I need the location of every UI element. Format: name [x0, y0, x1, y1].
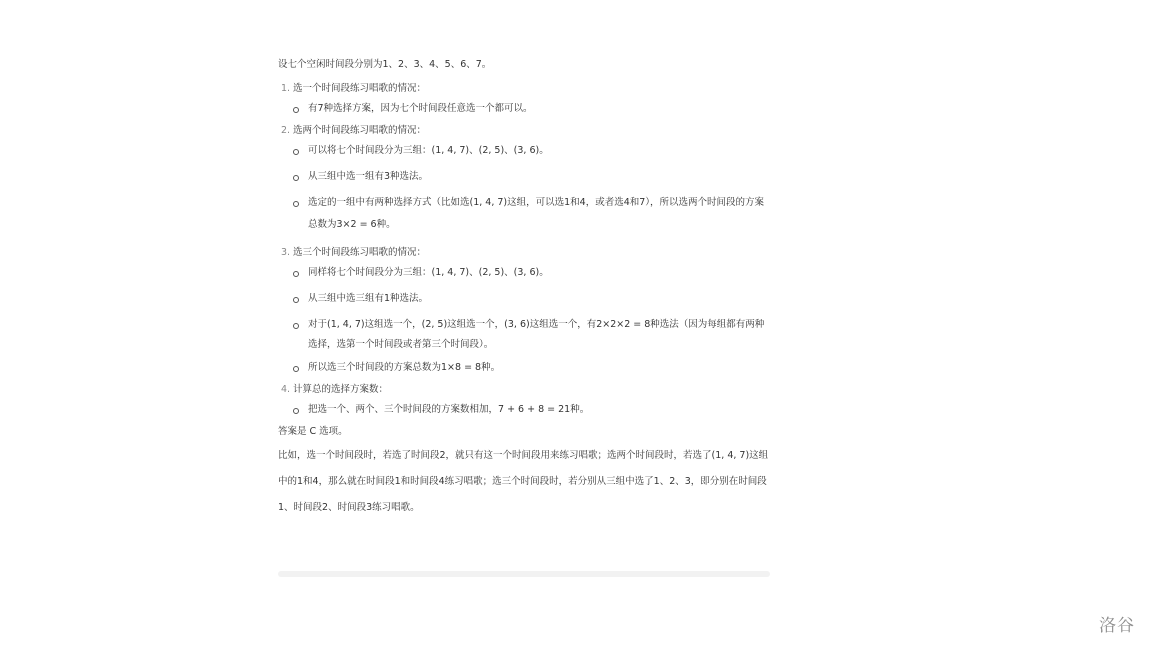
- step-4: [278, 383, 770, 417]
- list-item: [293, 266, 770, 280]
- list-item-text: 选定的一组中有两种选择方式（比如选(1, 4, 7)这组，可以选1和4，或者选4和7），所以选两个时间段的方案总数为3×2 = 6种。: [308, 197, 765, 230]
- step-items: [293, 144, 770, 236]
- bullet-circle-icon: [293, 297, 299, 303]
- bullet-circle-icon: [293, 323, 299, 329]
- list-item: [293, 403, 770, 417]
- answer-text: 答案是 C 选项。: [278, 426, 348, 437]
- step-3: [278, 246, 770, 375]
- step-number: 3.: [281, 247, 291, 258]
- step-number: 1.: [281, 83, 291, 94]
- step-1: [278, 82, 770, 116]
- step-title: 选两个时间段练习唱歌的情况：: [293, 125, 427, 136]
- explanation-text: 比如，选一个时间段时，若选了时间段2，就只有这一个时间段用来练习唱歌；选两个时间段时，若选了(1, 4, 7)这组中的1和4，那么就在时间段1和时间段4练习唱歌；选三个时间段时，若分别从三组中选了1、2、3，即分别在时间段1、时间段2、时间段3练习唱歌。: [278, 450, 769, 513]
- solution-content: [278, 58, 770, 521]
- step-title: 选一个时间段练习唱歌的情况：: [293, 83, 427, 94]
- bullet-circle-icon: [293, 366, 299, 372]
- step-number: 2.: [281, 125, 291, 136]
- list-item-text: 可以将七个时间段分为三组：(1, 4, 7)、(2, 5)、(3, 6)。: [308, 145, 549, 156]
- site-watermark-logo: 洛谷: [1099, 616, 1135, 636]
- step-2: [278, 124, 770, 236]
- list-item: [293, 144, 770, 158]
- list-item-text: 同样将七个时间段分为三组：(1, 4, 7)、(2, 5)、(3, 6)。: [308, 267, 549, 278]
- list-item: [293, 170, 770, 184]
- list-item-text: 把选一个、两个、三个时间段的方案数相加，7 + 6 + 8 = 21种。: [308, 404, 590, 415]
- bullet-circle-icon: [293, 107, 299, 113]
- step-title: 计算总的选择方案数：: [293, 384, 389, 395]
- intro-text: 设七个空闲时间段分别为1、2、3、4、5、6、7。: [278, 59, 492, 70]
- list-item-text: 从三组中选一组有3种选法。: [308, 171, 429, 182]
- bullet-circle-icon: [293, 271, 299, 277]
- bullet-circle-icon: [293, 408, 299, 414]
- step-items: [293, 403, 770, 417]
- step-items: [293, 102, 770, 116]
- bullet-circle-icon: [293, 149, 299, 155]
- solution-steps: [278, 82, 770, 417]
- list-item-text: 所以选三个时间段的方案总数为1×8 = 8种。: [308, 362, 501, 373]
- bullet-circle-icon: [293, 201, 299, 207]
- list-item: [293, 292, 770, 306]
- bullet-circle-icon: [293, 175, 299, 181]
- list-item: [293, 102, 770, 116]
- list-item-text: 从三组中选三组有1种选法。: [308, 293, 429, 304]
- step-items: [293, 266, 770, 375]
- list-item-text: 对于(1, 4, 7)这组选一个，(2, 5)这组选一个，(3, 6)这组选一个，有2×2×2 = 8种选法（因为每组都有两种选择，选第一个时间段或者第三个时间段）。: [308, 319, 765, 350]
- list-item: [293, 361, 770, 375]
- step-number: 4.: [281, 384, 291, 395]
- list-item: [293, 192, 770, 236]
- list-item: [293, 315, 770, 355]
- step-title: 选三个时间段练习唱歌的情况：: [293, 247, 427, 258]
- content-bottom-scrollbar[interactable]: [278, 571, 770, 577]
- list-item-text: 有7种选择方案，因为七个时间段任意选一个都可以。: [308, 103, 533, 114]
